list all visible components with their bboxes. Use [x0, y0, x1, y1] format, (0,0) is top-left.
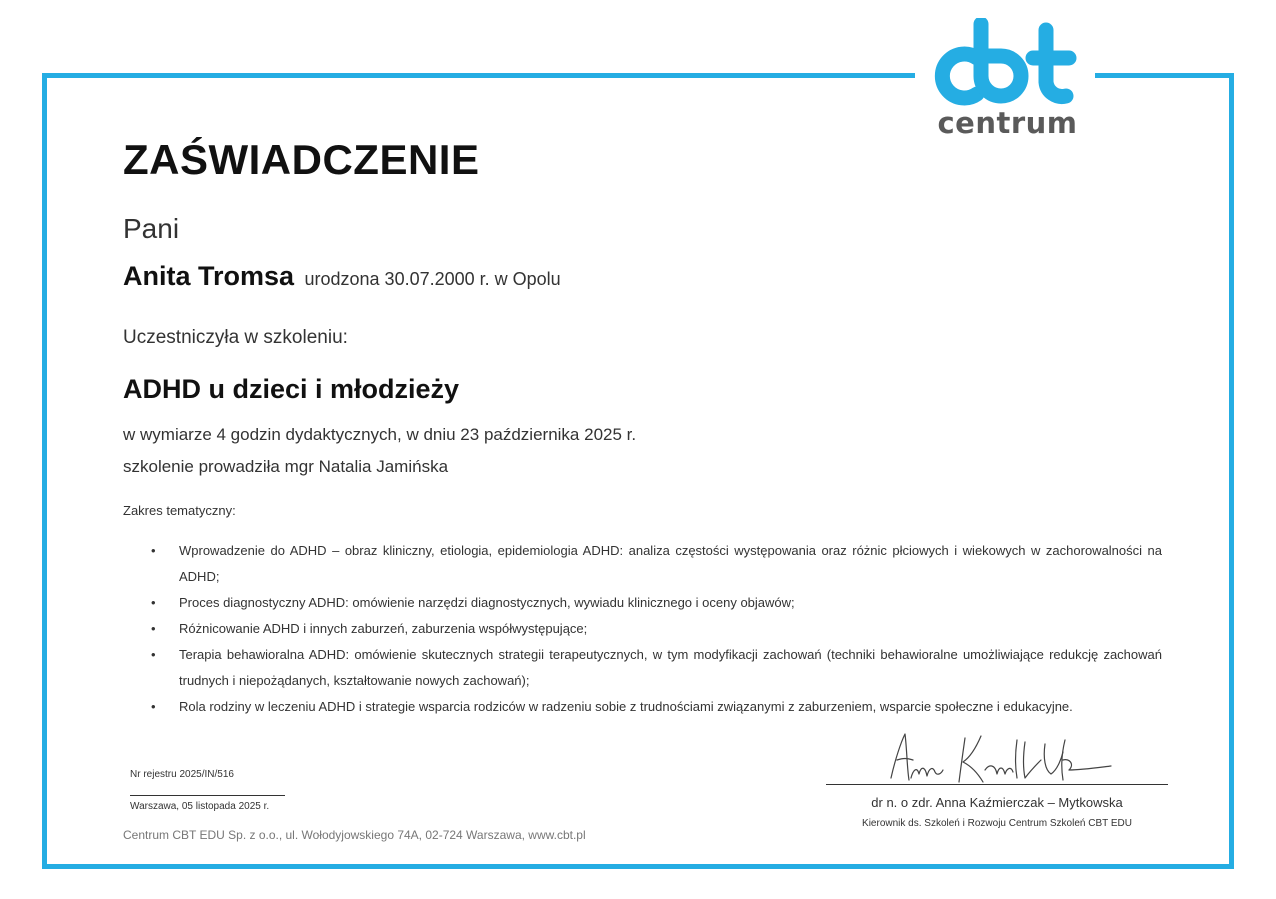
company-footer: Centrum CBT EDU Sp. z o.o., ul. Wołodyjowskiego 74A, 02-724 Warszawa, www.cbt.pl: [123, 828, 586, 842]
certificate-title: ZAŚWIADCZENIE: [123, 136, 480, 183]
signer-name: dr n. o zdr. Anna Kaźmierczak – Mytkowska: [871, 795, 1123, 810]
registry-number: Nr rejestru 2025/IN/516: [130, 769, 234, 780]
cbt-logo-mark: [925, 18, 1085, 113]
recipient-line: [123, 261, 561, 292]
logo-word: centrum: [937, 106, 1078, 140]
topic-item: [151, 642, 1162, 694]
signer-role: Kierownik ds. Szkoleń i Rozwoju Centrum Szkoleń CBT EDU: [862, 818, 1132, 829]
bullet-icon: •: [151, 595, 156, 610]
birth-info: urodzona 30.07.2000 r. w Opolu: [304, 269, 561, 289]
topic-text: Rola rodziny w leczeniu ADHD i strategie wsparcia rodziców w radzeniu sobie z trudnościami związanymi z zaburzeniem, wsparcie społeczne i edukacyjne.: [179, 699, 1073, 714]
topic-item: [151, 538, 1162, 590]
bullet-icon: •: [151, 543, 156, 558]
bullet-icon: •: [151, 647, 156, 662]
topics-heading: Zakres tematyczny:: [123, 503, 236, 518]
bullet-icon: •: [151, 621, 156, 636]
topic-text: Terapia behawioralna ADHD: omówienie skutecznych strategii terapeutycznych, w tym modyfikacji zachowań (techniki behawioralne umożliwiające redukcję zachowań trudnych i niepożądanych, kształtowanie nowych zachowań);: [179, 647, 1162, 688]
course-title: ADHD u dzieci i młodzieży: [123, 374, 460, 404]
topic-item: [151, 616, 1162, 642]
cbt-centrum-logo: [925, 18, 1085, 143]
topic-item: [151, 590, 1162, 616]
topic-text: Wprowadzenie do ADHD – obraz kliniczny, etiologia, epidemiologia ADHD: analiza częstości występowania oraz różnic płciowych i wiekowych w zachorowalności na ADHD;: [179, 543, 1162, 584]
salutation: Pani: [123, 213, 180, 244]
recipient-name: Anita Tromsa: [123, 261, 295, 291]
bullet-icon: •: [151, 699, 156, 714]
place-date: Warszawa, 05 listopada 2025 r.: [130, 801, 270, 812]
course-trainer: szkolenie prowadziła mgr Natalia Jamińska: [123, 457, 449, 476]
signature-divider: [826, 784, 1168, 785]
topic-text: Różnicowanie ADHD i innych zaburzeń, zaburzenia współwystępujące;: [179, 621, 588, 636]
course-scope: w wymiarze 4 godzin dydaktycznych, w dniu 23 października 2025 r.: [123, 425, 637, 444]
handwritten-signature: [885, 730, 1115, 790]
participation-label: Uczestniczyła w szkoleniu:: [123, 327, 348, 348]
registry-divider: [130, 795, 285, 796]
topic-text: Proces diagnostyczny ADHD: omówienie narzędzi diagnostycznych, wywiadu klinicznego i oceny objawów;: [179, 595, 795, 610]
topic-item: [151, 694, 1162, 720]
topics-list: [151, 538, 1162, 720]
